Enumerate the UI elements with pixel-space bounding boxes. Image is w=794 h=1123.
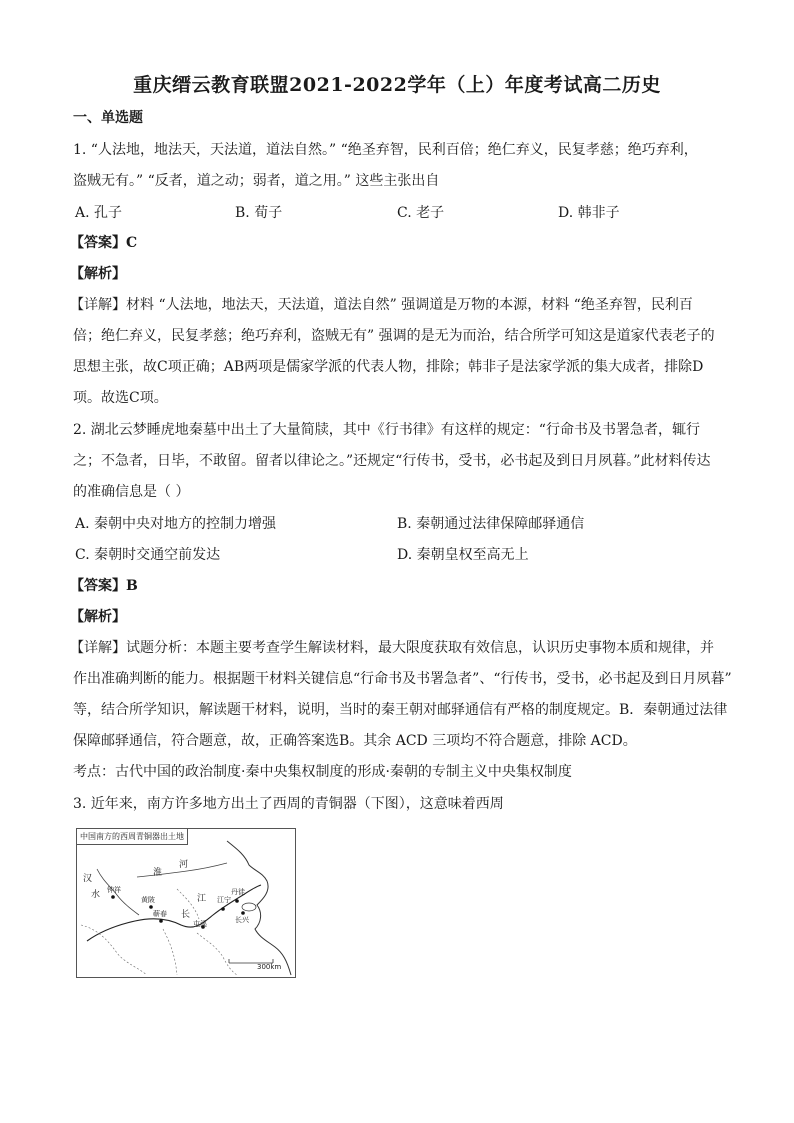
map-scale-label: 300km [257,963,282,971]
q2-detail-line-4: 保障邮驿通信，符合题意，故，正确答案选B。其余 ACD 三项均不符合题意，排除 ACD。 [73,733,637,749]
q2-detail-line-1: 【详解】试题分析：本题主要考查学生解读材料，最大限度获取有效信息，认识历史事物本质和规律，并 [70,640,714,656]
map-label-han: 汉 [83,874,93,884]
q1-option-c: C. 老子 [397,205,445,221]
border-line [81,925,147,975]
q2-kaodian: 考点：古代中国的政治制度·秦中央集权制度的形成·秦朝的专制主义中央集权制度 [73,764,572,780]
map-label-changxing: 长兴 [235,916,249,924]
map-label-chang: 长 [181,910,191,920]
q1-analysis-label: 【解析】 [70,266,126,282]
border-line [163,929,177,975]
q1-detail-line-3: 思想主张，故C项正确；AB两项是儒家学派的代表人物，排除；韩非子是法家学派的集大成者，排除D [73,359,704,375]
q1-stem-line-2: 盗贼无有。” “反者，道之动；弱者，道之用。” 这些主张出自 [73,173,440,189]
map-label-qichun: 蕲春 [153,910,167,918]
bronze-map-figure [76,828,296,978]
map-label-he: 河 [179,860,189,870]
q2-stem-line-1: 2. 湖北云梦睡虎地秦墓中出土了大量简牍，其中《行书律》有这样的规定：“行命书及书署急者，辄行 [73,422,700,438]
map-label-tunxi: 屯溪 [193,920,207,928]
q2-answer: 【答案】B [70,578,138,594]
q1-stem-line-1: 1. “人法地，地法天，天法道，道法自然。” “绝圣弃智，民利百倍；绝仁弃义，民复孝慈；绝巧弃利， [73,142,698,158]
q2-stem-line-3: 的准确信息是（ ） [73,484,190,500]
q2-analysis-label: 【解析】 [70,609,126,625]
site-dot [221,907,225,911]
q2-detail-line-2: 作出准确判断的能力。根据题干材料关键信息“行命书及书署急者”、“行传书，受书，必书起及到日月夙暮” [73,671,732,687]
q2-option-b: B. 秦朝通过法律保障邮驿通信 [397,516,585,532]
q2-detail-line-3: 等，结合所学知识，解读题干材料，说明，当时的秦王朝对邮驿通信有严格的制度规定。B．秦朝通过法律 [73,702,728,718]
q1-option-b: B. 荀子 [235,205,283,221]
site-dot [159,919,163,923]
map-label-shui: 水 [91,890,101,900]
q2-option-d: D. 秦朝皇权至高无上 [397,547,529,563]
q1-detail-line-1: 【详解】材料 “人法地，地法天，天法道，道法自然” 强调道是万物的本源，材料 “绝圣弃智，民利百 [70,297,693,313]
q1-option-a: A. 孔子 [75,205,123,221]
q3-stem-line-1: 3. 近年来，南方许多地方出土了西周的青铜器（下图），这意味着西周 [73,796,504,812]
site-dot [235,899,239,903]
q1-detail-line-2: 倍；绝仁弃义，民复孝慈；绝巧弃利，盗贼无有” 强调的是无为而治，结合所学可知这是道家代表老子的 [73,328,715,344]
map-label-huai: 淮 [153,868,163,878]
q1-option-d: D. 韩非子 [558,205,620,221]
q2-stem-line-2: 之；不急者，日毕，不敢留。留者以律论之。”还规定“行传书，受书，必书起及到日月夙暮。”此材料传达 [73,453,711,469]
q1-detail-line-4: 项。故选C项。 [73,390,168,406]
page-title: 重庆缙云教育联盟2021-2022学年（上）年度考试高二历史 [133,74,661,96]
map-label-zhongxiang: 钟祥 [107,886,121,894]
site-dot [111,895,115,899]
lake [242,903,256,911]
section-heading: 一、单选题 [73,110,143,126]
map-label-jiang: 江 [197,894,207,904]
map-label-huangpi: 黄陂 [141,896,155,904]
coastline [227,841,291,975]
map-label-jiangning: 江宁 [217,896,231,904]
q1-answer: 【答案】C [70,235,138,251]
map-drawing [77,829,295,977]
q2-option-c: C. 秦朝时交通空前发达 [75,547,221,563]
map-label-dantu: 丹徒 [231,888,245,896]
q2-option-a: A. 秦朝中央对地方的控制力增强 [75,516,277,532]
border-line [197,933,237,975]
map-title: 中国南方的西周青铜器出土地 [77,829,188,845]
